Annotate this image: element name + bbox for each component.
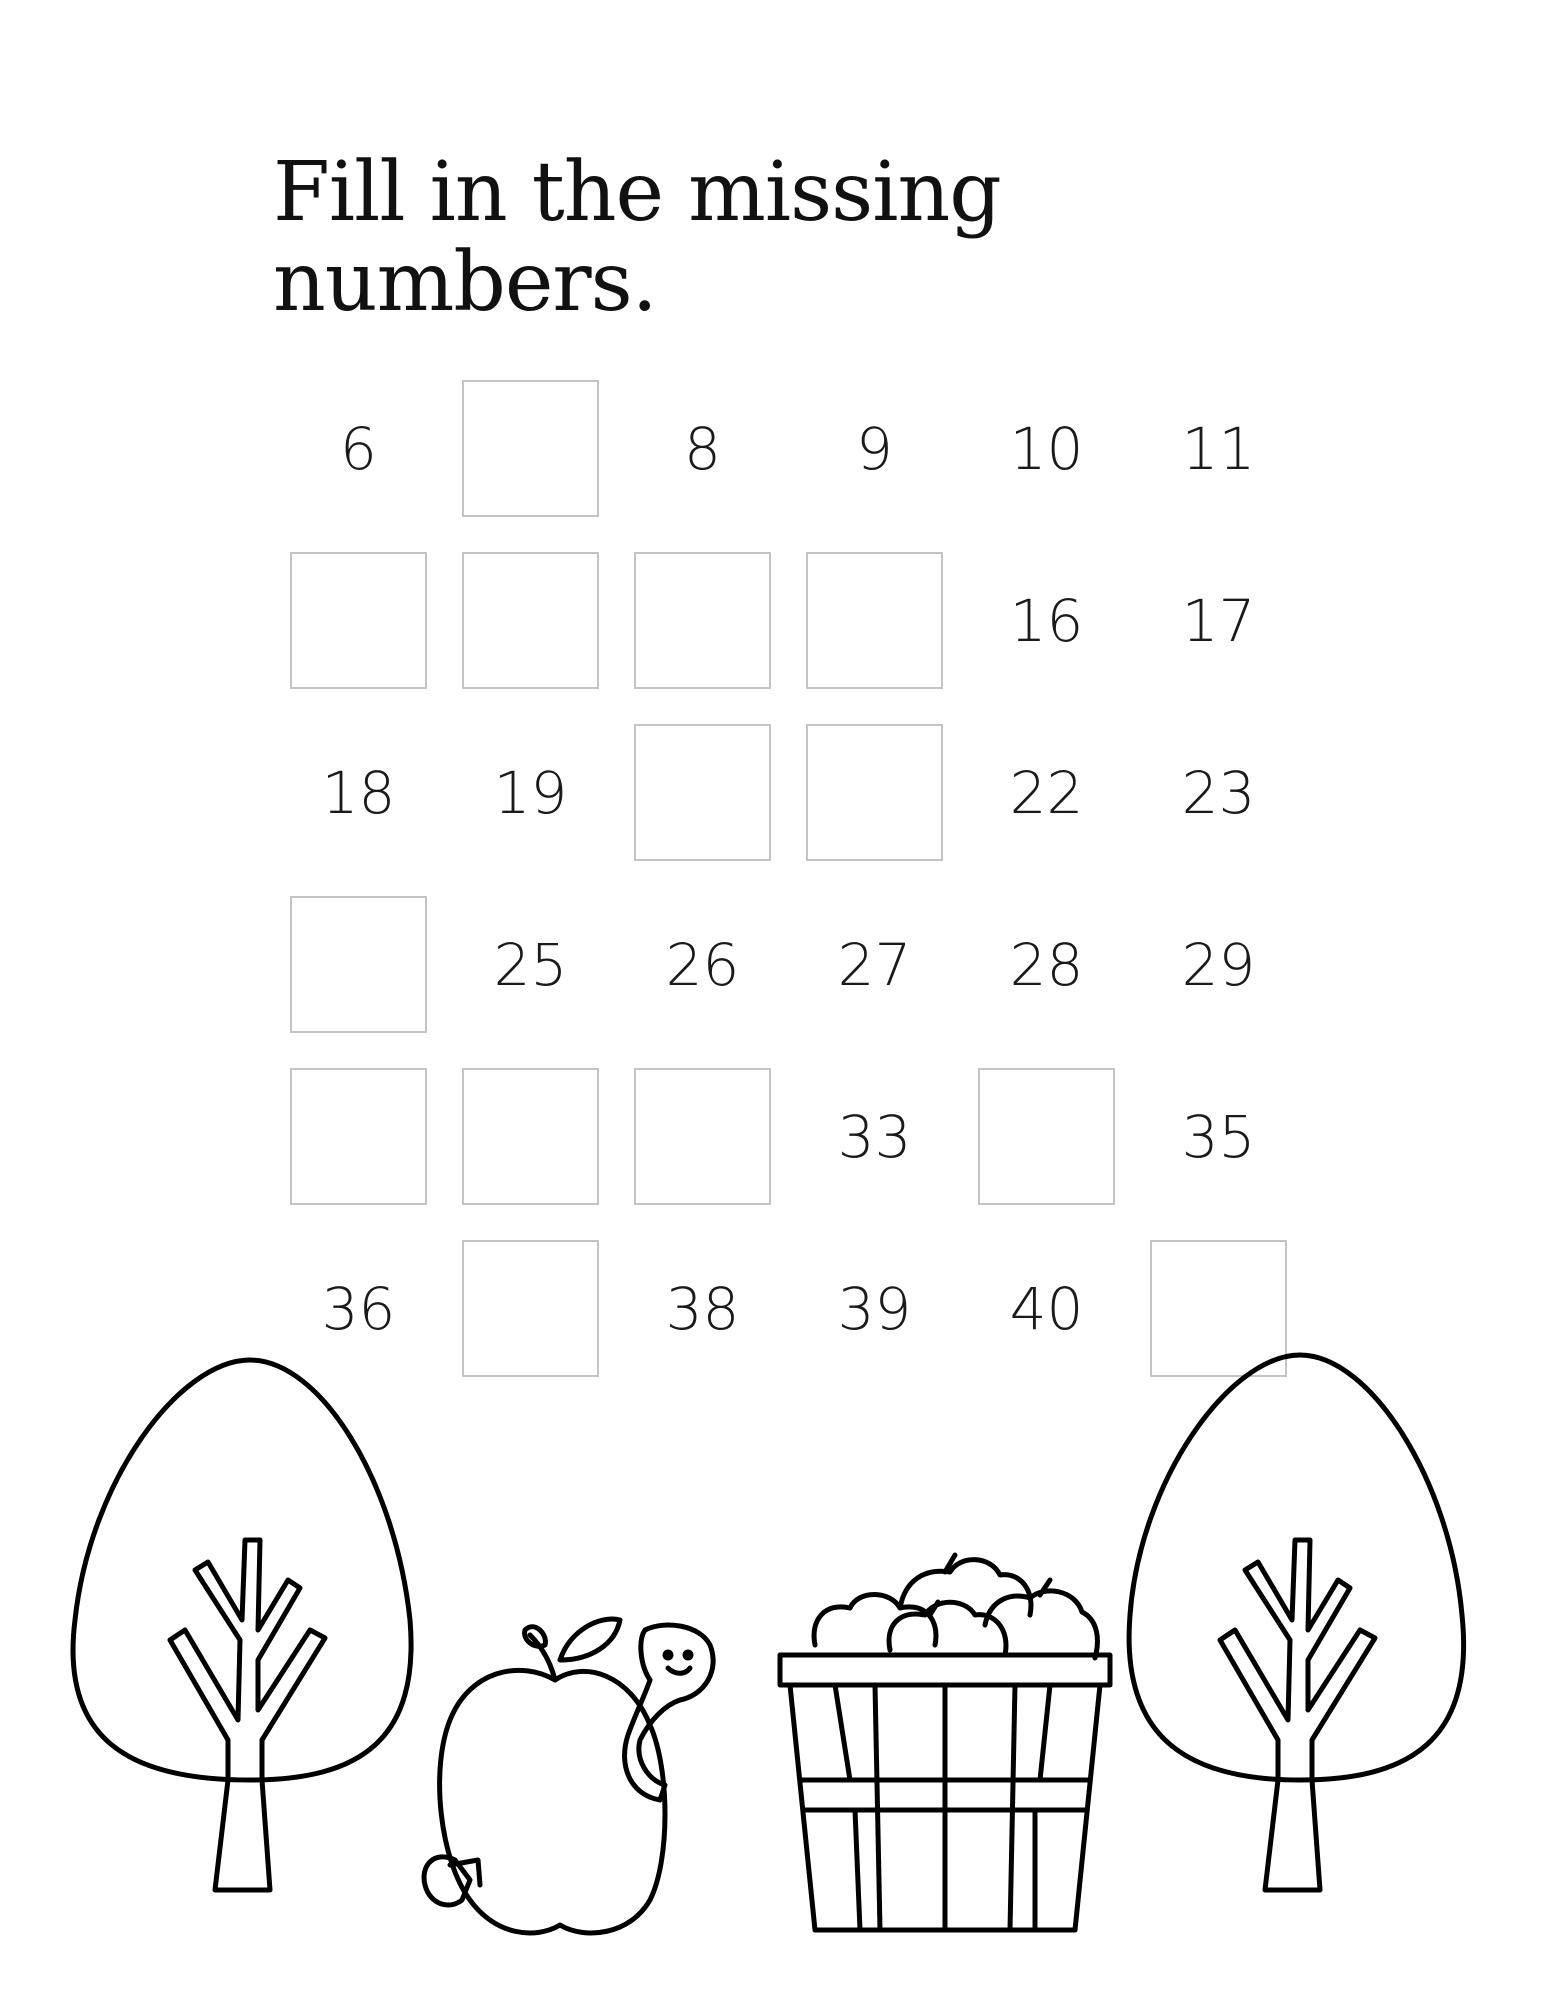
blank-answer-box[interactable] (462, 1068, 599, 1205)
blank-answer-box[interactable] (634, 552, 771, 689)
given-number: 10 (1009, 414, 1084, 483)
apple-basket-icon (780, 1555, 1110, 1930)
apple-with-worm-icon (424, 1619, 713, 1933)
title-line-2: numbers. (273, 235, 657, 330)
number-grid (290, 380, 1287, 1377)
blank-answer-box[interactable] (634, 724, 771, 861)
blank-answer-box[interactable] (290, 1068, 427, 1205)
blank-answer-box[interactable] (290, 896, 427, 1033)
given-number: 38 (665, 1274, 740, 1343)
blank-answer-box[interactable] (634, 1068, 771, 1205)
given-number: 16 (1009, 586, 1084, 655)
given-number: 27 (837, 930, 912, 999)
given-number: 39 (837, 1274, 912, 1343)
given-number: 36 (321, 1274, 396, 1343)
given-number: 22 (1009, 758, 1084, 827)
given-number: 26 (665, 930, 740, 999)
given-number: 18 (321, 758, 396, 827)
blank-answer-box[interactable] (806, 724, 943, 861)
tree-right-icon (1129, 1355, 1464, 1890)
given-number: 29 (1181, 930, 1256, 999)
blank-answer-box[interactable] (806, 552, 943, 689)
given-number: 19 (493, 758, 568, 827)
tree-left-icon (73, 1360, 411, 1890)
given-number: 25 (493, 930, 568, 999)
worksheet-title (273, 145, 1033, 330)
given-number: 33 (837, 1102, 912, 1171)
given-number: 40 (1009, 1274, 1084, 1343)
blank-answer-box[interactable] (462, 380, 599, 517)
given-number: 6 (340, 414, 377, 483)
given-number: 9 (856, 414, 893, 483)
given-number: 17 (1181, 586, 1256, 655)
given-number: 23 (1181, 758, 1256, 827)
blank-answer-box[interactable] (978, 1068, 1115, 1205)
title-line-1: Fill in the missing (273, 145, 1001, 240)
illustration-svg (0, 1340, 1545, 2000)
given-number: 8 (684, 414, 721, 483)
blank-answer-box[interactable] (462, 552, 599, 689)
given-number: 35 (1181, 1102, 1256, 1171)
given-number: 28 (1009, 930, 1084, 999)
given-number: 11 (1181, 414, 1256, 483)
blank-answer-box[interactable] (290, 552, 427, 689)
illustration-area (0, 1340, 1545, 2000)
